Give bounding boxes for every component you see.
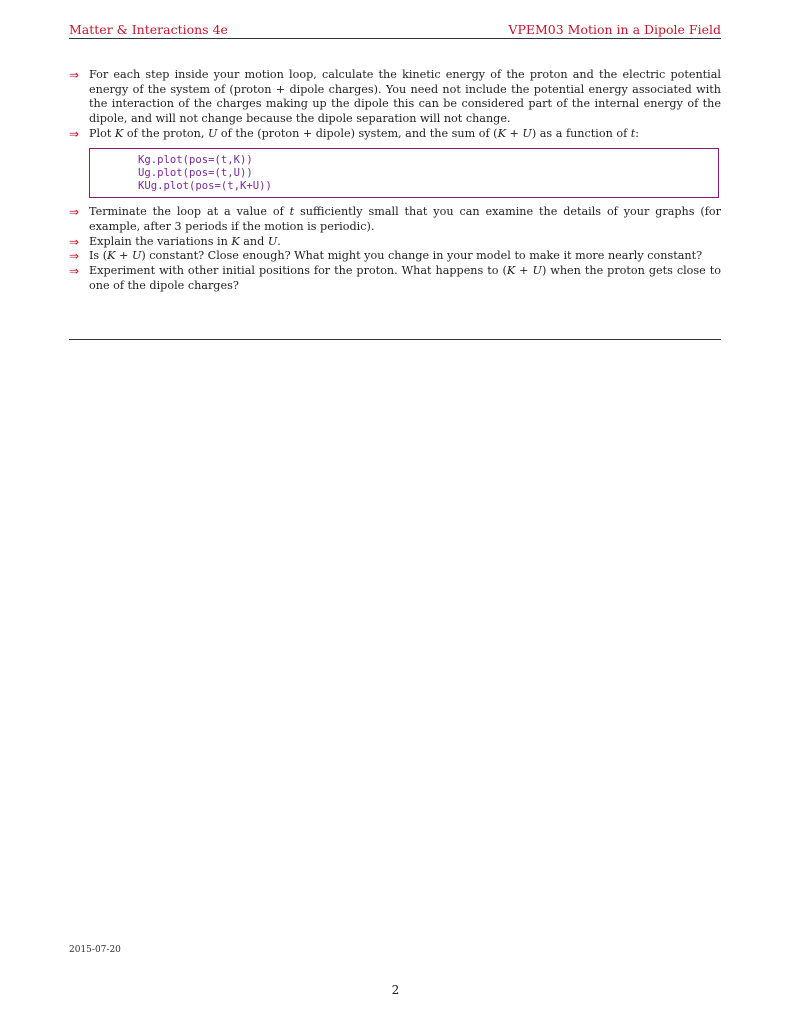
right-arrow-icon: ⇒ xyxy=(69,234,80,249)
item-text: and xyxy=(239,234,268,248)
code-line: KUg.plot(pos=(t,K+U)) xyxy=(138,179,272,192)
math-var: K + U xyxy=(497,126,532,140)
header-book-title: Matter & Interactions 4e xyxy=(69,22,228,37)
item-text: ) as a function of xyxy=(531,126,631,140)
page-number: 2 xyxy=(391,983,400,997)
math-var: K + U xyxy=(107,249,142,263)
code-line: Ug.plot(pos=(t,U)) xyxy=(138,166,253,179)
item-text: Terminate the loop at a value of xyxy=(89,205,290,219)
math-var: U xyxy=(267,234,278,248)
list-item xyxy=(69,68,721,127)
code-line: Kg.plot(pos=(t,K)) xyxy=(138,153,253,166)
item-text: : xyxy=(635,126,640,140)
right-arrow-icon: ⇒ xyxy=(69,68,80,82)
math-var: K + U xyxy=(506,263,542,277)
header-section-title: VPEM03 Motion in a Dipole Field xyxy=(508,22,721,37)
list-item xyxy=(69,127,721,142)
right-arrow-icon: ⇒ xyxy=(69,126,80,141)
item-text: For each step inside your motion loop, calculate the kinetic energy of the proton and the electric potential energy of the system of (proton + dipole charges). You need not include the potential energy associated with the interaction of the charges making up the dipole this can be considered part of the internal energy of the dipole, and will not change because the dipole separation will not change. xyxy=(89,68,721,126)
item-text: . xyxy=(277,234,281,248)
list-item xyxy=(69,249,721,264)
code-block xyxy=(89,148,719,199)
right-arrow-icon: ⇒ xyxy=(69,205,80,220)
math-var: K xyxy=(231,234,240,248)
math-var: t xyxy=(630,126,636,140)
item-text: Explain the variations in xyxy=(89,234,232,248)
list-item xyxy=(69,264,721,293)
item-text: of the proton, xyxy=(123,126,208,140)
page-header xyxy=(69,20,721,39)
right-arrow-icon: ⇒ xyxy=(69,263,80,278)
math-var: K xyxy=(114,126,124,140)
math-var: U xyxy=(207,126,218,140)
section-divider xyxy=(69,339,721,340)
right-arrow-icon: ⇒ xyxy=(69,249,80,264)
footer-date: 2015-07-20 xyxy=(69,945,121,955)
math-var: t xyxy=(289,205,295,219)
item-text: sufficiently small that you can examine the details of your graphs (for example, after 3 periods if the motion is periodic). xyxy=(89,205,721,233)
item-text: Is ( xyxy=(89,249,108,263)
item-text: ) when the proton gets close to one of the dipole charges? xyxy=(89,263,721,292)
item-text: of the (proton + dipole) system, and the sum of ( xyxy=(217,126,498,140)
list-item xyxy=(69,205,721,234)
main-content xyxy=(69,68,721,293)
item-text: ) constant? Close enough? What might you change in your model to make it more nearly constant? xyxy=(141,249,703,263)
item-text: Plot xyxy=(89,126,115,140)
item-text: Experiment with other initial positions for the proton. What happens to ( xyxy=(89,263,507,277)
list-item xyxy=(69,235,721,250)
